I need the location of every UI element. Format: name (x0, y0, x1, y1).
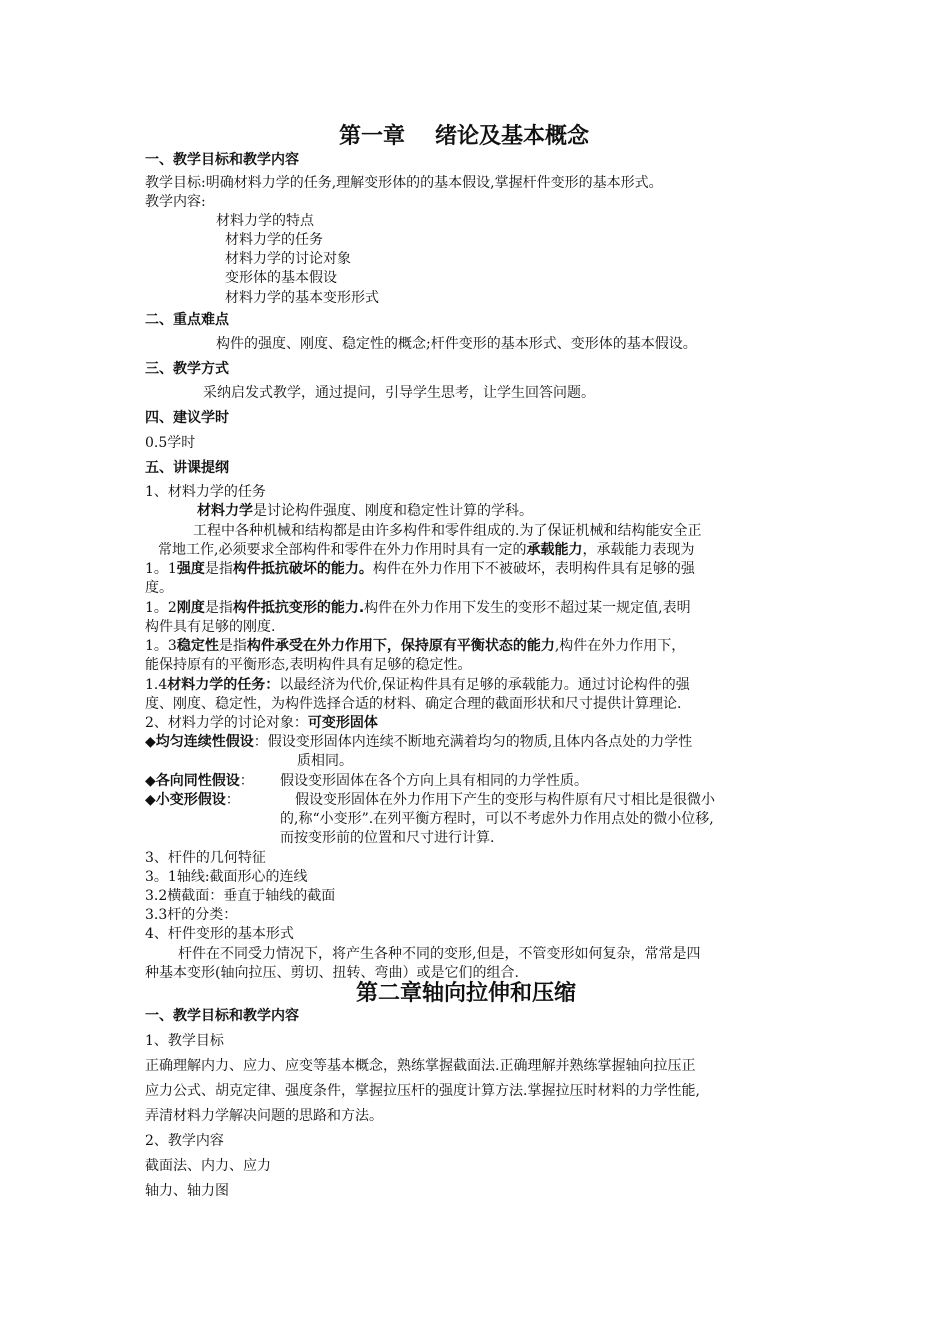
paragraph-line: 构件具有足够的刚度. (145, 619, 276, 635)
section-heading: 一、教学目标和教学内容 (145, 152, 299, 168)
text-span: 构件在外力作用下发生的变形不超过某一规定值,表明 (364, 600, 691, 616)
chapter1-number: 第一章 (339, 124, 406, 149)
teaching-method: 采纳启发式教学，通过提问，引导学生思考，让学生回答问题。 (203, 385, 595, 401)
text-span: 1。1 (145, 561, 177, 577)
outline-item: 2、教学内容 (145, 1133, 224, 1149)
term-bold: 材料力学的任务： (167, 677, 280, 693)
term-bold: 可变形固体 (307, 715, 378, 731)
term-bold: 强度 (176, 561, 205, 577)
paragraph-line: 的,称“小变形”.在列平衡方程时，可以不考虑外力作用点处的微小位移, (280, 811, 714, 827)
outline-item: 3。1轴线:截面形心的连线 (145, 869, 308, 885)
paragraph-line (145, 560, 695, 579)
paragraph-line: 弄清材料力学解决问题的思路和方法。 (145, 1108, 383, 1124)
chapter2-title: 第二章轴向拉伸和压缩 (356, 981, 577, 1006)
teaching-goal: 教学目标:明确材料力学的任务,理解变形体的的基本假设,掌握杆件变形的基本形式。 (145, 175, 663, 191)
text-span: 2、材料力学的讨论对象： (145, 715, 308, 731)
chapter1-title (339, 123, 589, 151)
section-heading: 三、教学方式 (145, 361, 229, 377)
paragraph-line (145, 714, 378, 733)
outline-item: 1、教学目标 (145, 1033, 224, 1049)
text-span: 是讨论构件强度、刚度和稳定性计算的学科。 (253, 503, 533, 519)
paragraph-line (158, 541, 694, 560)
paragraph-line: 种基本变形(轴向拉压、剪切、扭转、弯曲）或是它们的组合. (145, 965, 519, 981)
text-span: 以最经济为代价,保证构件具有足够的承载能力。通过讨论构件的强 (279, 677, 690, 693)
outline-item: 3、杆件的几何特征 (145, 850, 266, 866)
outline-item: 1、材料力学的任务 (145, 484, 266, 500)
outline-item: 3.3杆的分类： (145, 907, 238, 923)
paragraph-line: 而按变形前的位置和尺寸进行计算. (280, 830, 495, 846)
text-span: ，承载能力表现为 (582, 542, 695, 558)
assumption-line (145, 791, 240, 810)
paragraph-line (197, 502, 533, 521)
section-heading: 一、教学目标和教学内容 (145, 1008, 299, 1024)
term-bold: 材料力学 (197, 503, 253, 519)
paragraph-line: 杆件在不同受力情况下，将产生各种不同的变形,但是，不管变形如何复杂，常常是四 (178, 946, 701, 962)
content-item: 材料力学的特点 (216, 213, 314, 229)
content-item: 轴力、轴力图 (145, 1183, 229, 1199)
paragraph-line (145, 637, 685, 656)
text-span: ：假设变形固体内连续不断地充满着均匀的物质,且体内各点处的力学性 (253, 734, 693, 750)
assumption-title: ◆均匀连续性假设 (145, 734, 254, 750)
assumption-line (145, 733, 692, 752)
paragraph-line (145, 599, 691, 618)
assumption-title: ◆各向同性假设 (145, 773, 240, 789)
paragraph-line: 假设变形固体在各个方向上具有相同的力学性质。 (280, 773, 588, 789)
text-span: 构件在外力作用下不被破坏，表明构件具有足够的强 (372, 561, 695, 577)
text-span: 常地工作,必须要求全部构件和零件在外力作用时具有一定的 (158, 542, 527, 558)
outline-item: 3.2横截面：垂直于轴线的截面 (145, 888, 336, 904)
paragraph-line: 应力公式、胡克定律、强度条件，掌握拉压杆的强度计算方法.掌握拉压时材料的力学性能, (145, 1083, 700, 1099)
text-span: 1.4 (145, 677, 168, 693)
term-bold: 稳定性 (176, 638, 219, 654)
assumption-line (145, 772, 254, 791)
text-span: 是指 (218, 638, 247, 654)
term-bold: 承载能力 (526, 542, 583, 558)
content-item: 材料力学的讨论对象 (225, 251, 351, 267)
content-label: 教学内容: (145, 194, 206, 210)
content-item: 材料力学的任务 (225, 232, 323, 248)
paragraph-line (145, 676, 690, 695)
paragraph-line: 能保持原有的平衡形态,表明构件具有足够的稳定性。 (145, 657, 472, 673)
section-heading: 五、讲课提纲 (145, 460, 229, 476)
paragraph-line: 度、刚度、稳定性，为构件选择合适的材料、确定合理的截面形状和尺寸提供计算理论. (145, 696, 682, 712)
text-span: ,构件在外力作用下， (554, 638, 686, 654)
text-span: 1。2 (145, 600, 177, 616)
paragraph-line: 假设变形固体在外力作用下产生的变形与构件原有尺寸相比是很微小 (295, 792, 715, 808)
assumption-title: ◆小变形假设 (145, 792, 226, 808)
section-heading: 二、重点难点 (145, 312, 229, 328)
key-points: 构件的强度、刚度、稳定性的概念;杆件变形的基本形式、变形体的基本假设。 (216, 336, 697, 352)
text-span: ： (239, 773, 254, 789)
text-span: 是指 (204, 600, 233, 616)
content-item: 变形体的基本假设 (225, 270, 337, 286)
suggested-hours: 0.5学时 (145, 435, 196, 451)
text-span: 是指 (204, 561, 233, 577)
section-heading: 四、建议学时 (145, 410, 229, 426)
outline-item: 4、杆件变形的基本形式 (145, 926, 294, 942)
term-bold: 构件抵抗破坏的能力。 (232, 561, 373, 577)
paragraph-line: 正确理解内力、应力、应变等基本概念，熟练掌握截面法.正确理解并熟练掌握轴向拉压正 (145, 1058, 696, 1074)
paragraph-line: 工程中各种机械和结构都是由许多构件和零件组成的.为了保证机械和结构能安全正 (193, 523, 702, 539)
content-item: 截面法、内力、应力 (145, 1158, 271, 1174)
paragraph-line: 质相同。 (297, 753, 353, 769)
paragraph-line: 度。 (145, 580, 173, 596)
chapter1-name: 绪论及基本概念 (435, 124, 590, 149)
text-span: ： (225, 792, 240, 808)
term-bold: 构件抵抗变形的能力. (232, 600, 365, 616)
term-bold: 构件承受在外力作用下，保持原有平衡状态的能力 (246, 638, 555, 654)
term-bold: 刚度 (176, 600, 205, 616)
content-item: 材料力学的基本变形形式 (225, 290, 379, 306)
text-span: 1。3 (145, 638, 177, 654)
